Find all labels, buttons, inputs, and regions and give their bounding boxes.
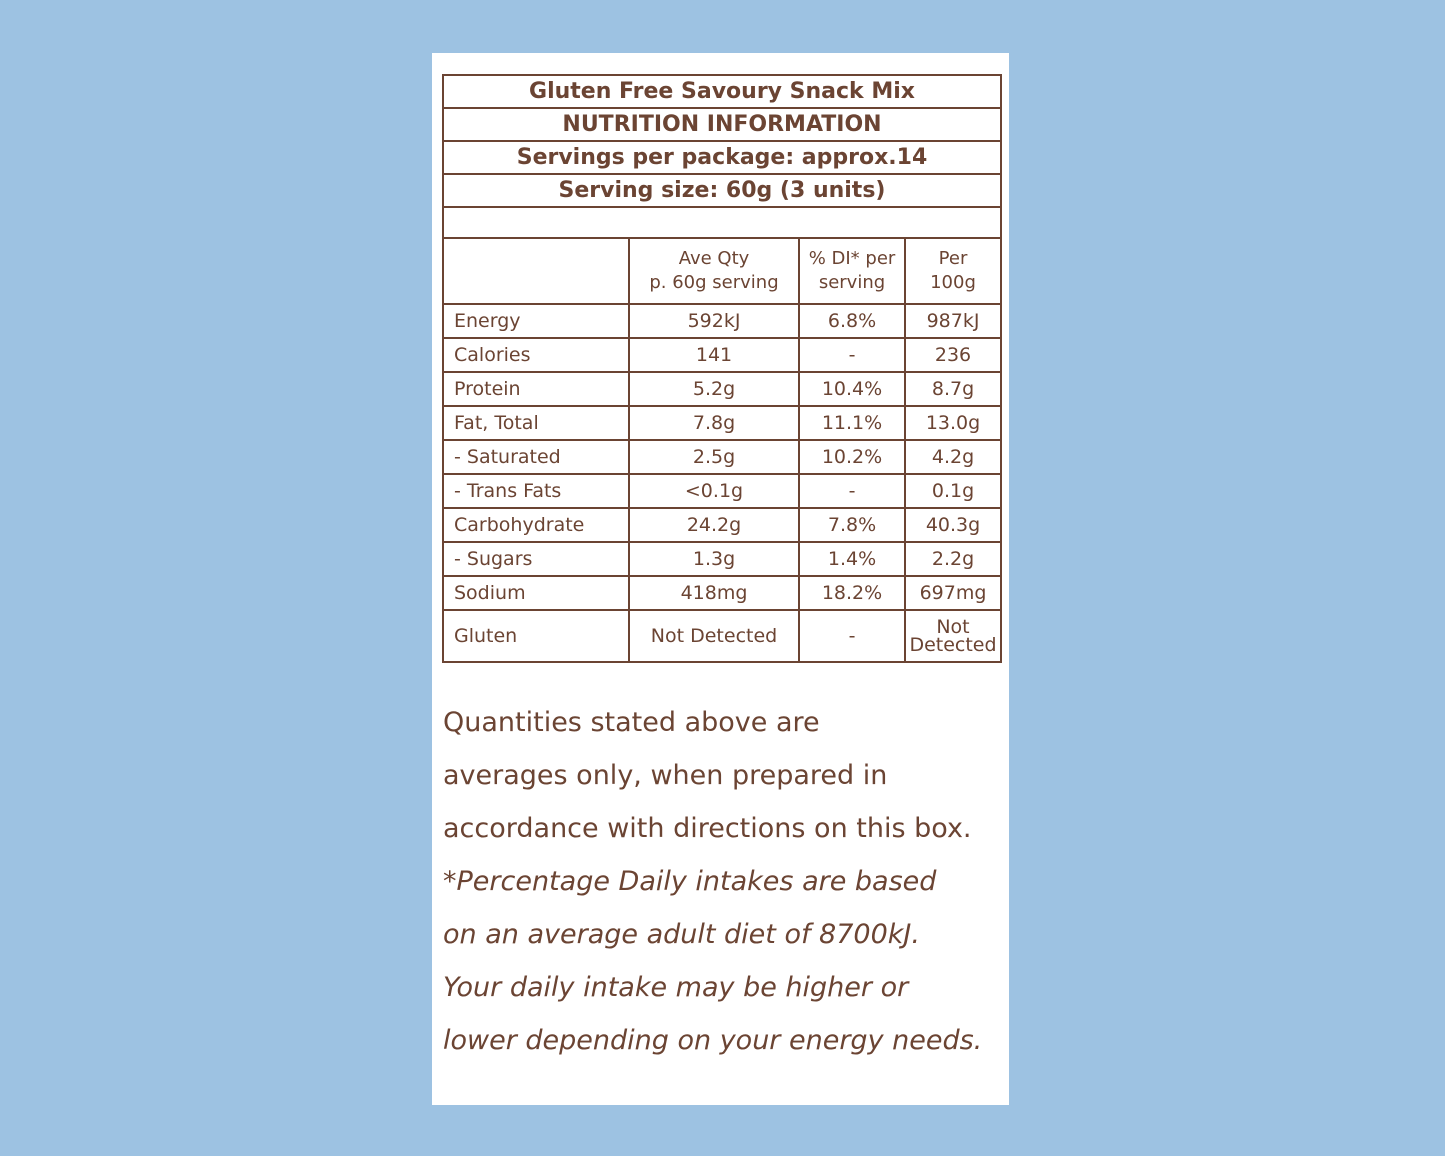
per-serving-value: 592kJ — [629, 304, 799, 338]
per-100g-value: 4.2g — [905, 440, 1000, 474]
per-100g-value: 987kJ — [905, 304, 1000, 338]
daily-intake-value: - — [799, 610, 905, 661]
daily-intake-value: 6.8% — [799, 304, 905, 338]
nutrient-name: - Sugars — [444, 542, 629, 576]
per-100g-value: 2.2g — [905, 542, 1000, 576]
per-serving-value: 1.3g — [629, 542, 799, 576]
table-row — [444, 406, 1000, 440]
daily-intake-value: - — [799, 474, 905, 508]
servings-per-package: Servings per package: approx.14 — [444, 142, 1000, 175]
daily-intake-value: 10.4% — [799, 372, 905, 406]
nutrient-name: - Trans Fats — [444, 474, 629, 508]
per-100g-value: 13.0g — [905, 406, 1000, 440]
nutrient-name: Calories — [444, 338, 629, 372]
daily-intake-value: 7.8% — [799, 508, 905, 542]
per-100g-value: 697mg — [905, 576, 1000, 610]
per-serving-value: 2.5g — [629, 440, 799, 474]
nutrient-name: Energy — [444, 304, 629, 338]
footnotes — [443, 696, 1003, 1067]
per-serving-value: 141 — [629, 338, 799, 372]
per-serving-value: <0.1g — [629, 474, 799, 508]
daily-intake-value: 1.4% — [799, 542, 905, 576]
daily-intake-value: 11.1% — [799, 406, 905, 440]
nutrition-heading: NUTRITION INFORMATION — [444, 109, 1000, 142]
daily-intake-value: 18.2% — [799, 576, 905, 610]
nutrient-name: Gluten — [444, 610, 629, 661]
nutrient-name: Sodium — [444, 576, 629, 610]
note-line: averages only, when prepared in — [443, 760, 888, 791]
per-100g-value: 236 — [905, 338, 1000, 372]
daily-intake-footnote-line: Your daily intake may be higher or — [443, 972, 909, 1003]
nutrient-name: Carbohydrate — [444, 508, 629, 542]
nutrient-name: - Saturated — [444, 440, 629, 474]
per-serving-value: Not Detected — [629, 610, 799, 661]
daily-intake-footnote-line: on an average adult diet of 8700kJ. — [443, 919, 920, 950]
nutrient-name: Protein — [444, 372, 629, 406]
table-row — [444, 440, 1000, 474]
per-100g-value: 8.7g — [905, 372, 1000, 406]
table-row — [444, 576, 1000, 610]
table-row — [444, 508, 1000, 542]
per-serving-value: 418mg — [629, 576, 799, 610]
column-header-daily-intake: % DI* per serving — [799, 239, 905, 304]
table-row-gluten — [444, 610, 1000, 661]
column-header-per-100g: Per 100g — [905, 239, 1000, 304]
daily-intake-value: - — [799, 338, 905, 372]
nutrient-name: Fat, Total — [444, 406, 629, 440]
per-serving-value: 5.2g — [629, 372, 799, 406]
per-100g-value: 40.3g — [905, 508, 1000, 542]
daily-intake-footnote-line: lower depending on your energy needs. — [443, 1025, 983, 1056]
nutrition-table — [444, 239, 1000, 661]
per-100g-value: 0.1g — [905, 474, 1000, 508]
daily-intake-value: 10.2% — [799, 440, 905, 474]
table-row — [444, 372, 1000, 406]
table-row — [444, 304, 1000, 338]
blank-spacer-row — [444, 208, 1000, 239]
nutrition-panel — [442, 74, 1002, 663]
table-row — [444, 542, 1000, 576]
per-100g-value: Not Detected — [905, 610, 1000, 661]
serving-size: Serving size: 60g (3 units) — [444, 175, 1000, 208]
column-header-per-serving: Ave Qty p. 60g serving — [629, 239, 799, 304]
per-serving-value: 7.8g — [629, 406, 799, 440]
note-line: Quantities stated above are — [443, 707, 820, 738]
nutrition-label-card — [432, 53, 1009, 1105]
product-name: Gluten Free Savoury Snack Mix — [444, 76, 1000, 109]
per-serving-value: 24.2g — [629, 508, 799, 542]
daily-intake-footnote-line: *Percentage Daily intakes are based — [443, 866, 937, 897]
header-blank-cell — [444, 239, 629, 304]
table-row — [444, 474, 1000, 508]
column-header-row — [444, 239, 1000, 304]
note-line: accordance with directions on this box. — [443, 813, 972, 844]
table-row — [444, 338, 1000, 372]
